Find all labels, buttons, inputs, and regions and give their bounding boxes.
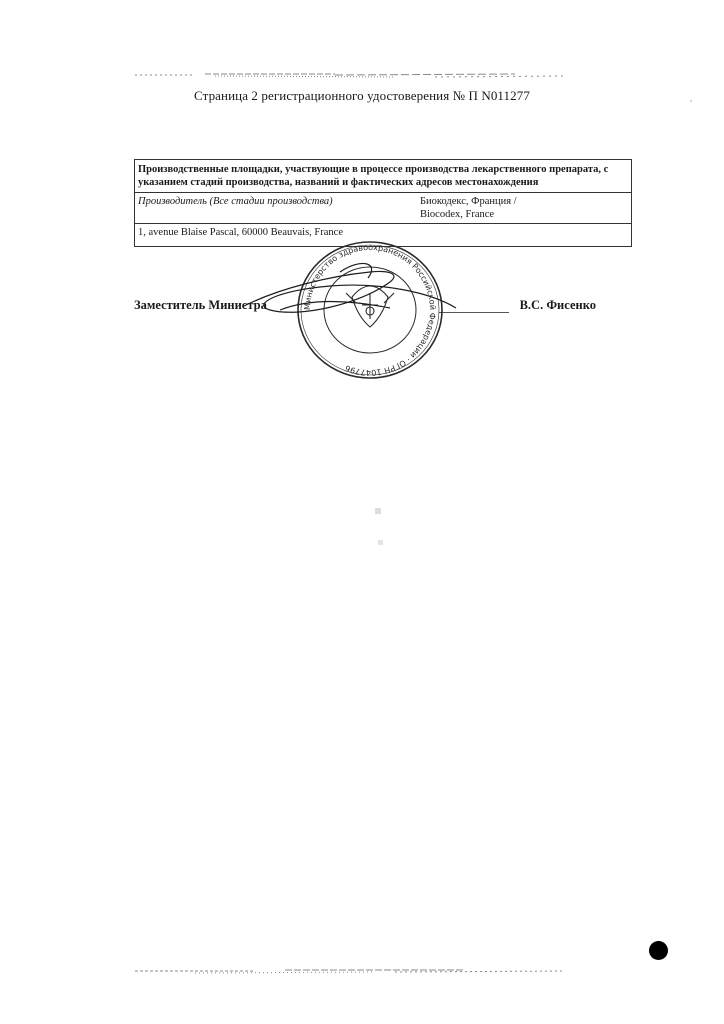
company-name-en: Biocodex, France (420, 209, 495, 220)
seal-text: Министерство здравоохранения Российской Федерации · ОГРН 1047796 (302, 242, 438, 378)
company-name-ru: Биокодекс, Франция / (420, 196, 517, 207)
manufacturer-role: Производитель (Все стадии производства) (135, 193, 418, 224)
page-header: Страница 2 регистрационного удостоверения № П N011277 (194, 88, 530, 103)
manufacturer-name (417, 193, 632, 224)
manufacturer-address: 1, avenue Blaise Pascal, 60000 Beauvais, France (135, 224, 632, 247)
handwritten-signature (240, 248, 460, 338)
table-header-row (135, 160, 632, 193)
scan-speck (378, 540, 383, 545)
production-sites-table (134, 159, 632, 247)
scan-noise-bottom (135, 966, 565, 976)
scan-speck (690, 100, 692, 102)
punch-hole-mark (649, 941, 668, 960)
scan-noise-top (135, 70, 565, 80)
table-heading: Производственные площадки, участвующие в процессе производства лекарственного препарата, с указанием стадий производства, названий и фактических адресов местонахождения (135, 160, 632, 193)
table-row (135, 193, 632, 224)
signatory-title: Заместитель Министра (134, 298, 267, 312)
scan-speck (375, 508, 381, 514)
signatory-name: В.С. Фисенко (519, 298, 596, 312)
